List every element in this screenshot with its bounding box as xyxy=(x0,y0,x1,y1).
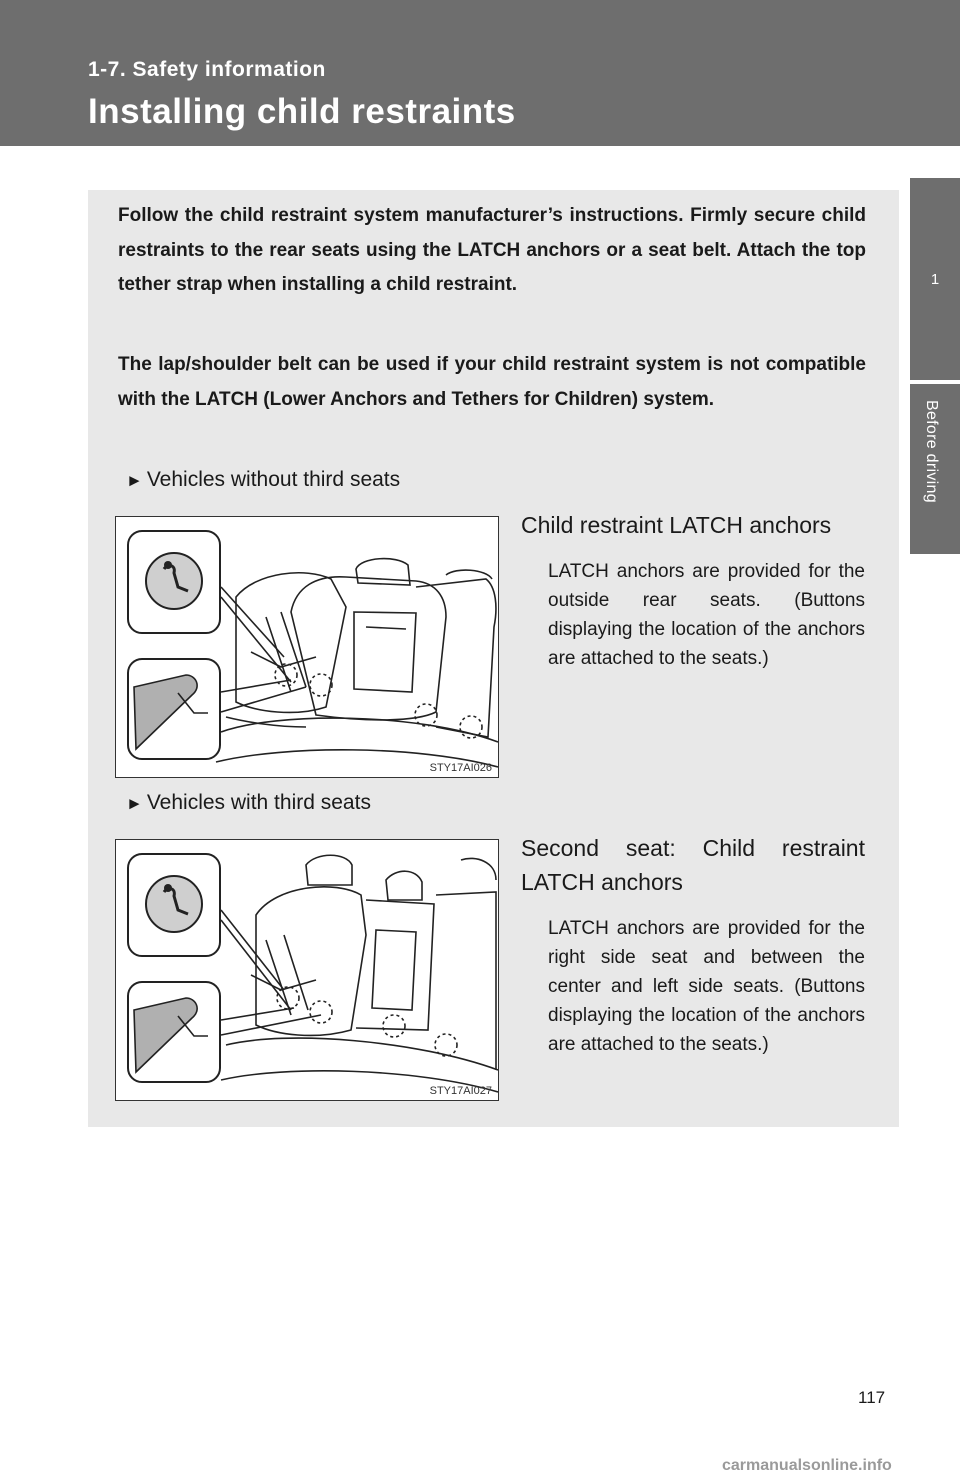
seat-illustration-1 xyxy=(115,516,499,778)
chapter-number: 1 xyxy=(930,271,940,288)
arrow-right-icon: ► xyxy=(126,794,143,813)
page-header xyxy=(0,0,960,146)
intro-paragraph-1: Follow the child restraint system manufacturer’s instructions. Firmly secure child restraints to the rear seats using the LATCH anchors or a seat belt. Attach the top tether strap when installing a child restraint. xyxy=(118,205,866,295)
figure-code: STY17AI026 xyxy=(429,762,492,774)
callout-title-1: Child restraint LATCH anchors xyxy=(521,512,832,538)
seat-illustration-2 xyxy=(115,839,499,1101)
rear-seat-drawing xyxy=(116,517,498,777)
callout-title-2: Second seat: Child restraint LATCH anchors xyxy=(521,835,865,895)
intro-paragraph-2: The lap/shoulder belt can be used if your child restraint system is not compatible with the LATCH (Lower Anchors and Tethers for Children) system. xyxy=(118,354,866,410)
callout-body-2: LATCH anchors are provided for the right side seat and between the center and left side seats. (Buttons displaying the location of the anchors are attached to the seats.) xyxy=(548,918,865,1055)
rear-seat-drawing xyxy=(116,840,498,1100)
callout-body-1: LATCH anchors are provided for the outside rear seats. (Buttons displaying the location of the anchors are attached to the seats.) xyxy=(548,561,865,669)
watermark: carmanualsonline.info xyxy=(722,1457,892,1474)
figure-code: STY17AI027 xyxy=(429,1085,492,1097)
page-number: 117 xyxy=(858,1388,886,1407)
page-title: Installing child restraints xyxy=(88,92,516,131)
chapter-name: Before driving xyxy=(923,400,940,503)
subheading-with-third-seats xyxy=(126,791,371,815)
chapter-name-tab xyxy=(910,384,960,554)
section-label: 1-7. Safety information xyxy=(88,58,326,81)
subheading-text: Vehicles with third seats xyxy=(146,791,371,814)
subheading-text: Vehicles without third seats xyxy=(146,468,401,491)
chapter-tab xyxy=(910,178,960,380)
arrow-right-icon: ► xyxy=(126,471,143,490)
subheading-without-third-seats xyxy=(126,468,400,492)
